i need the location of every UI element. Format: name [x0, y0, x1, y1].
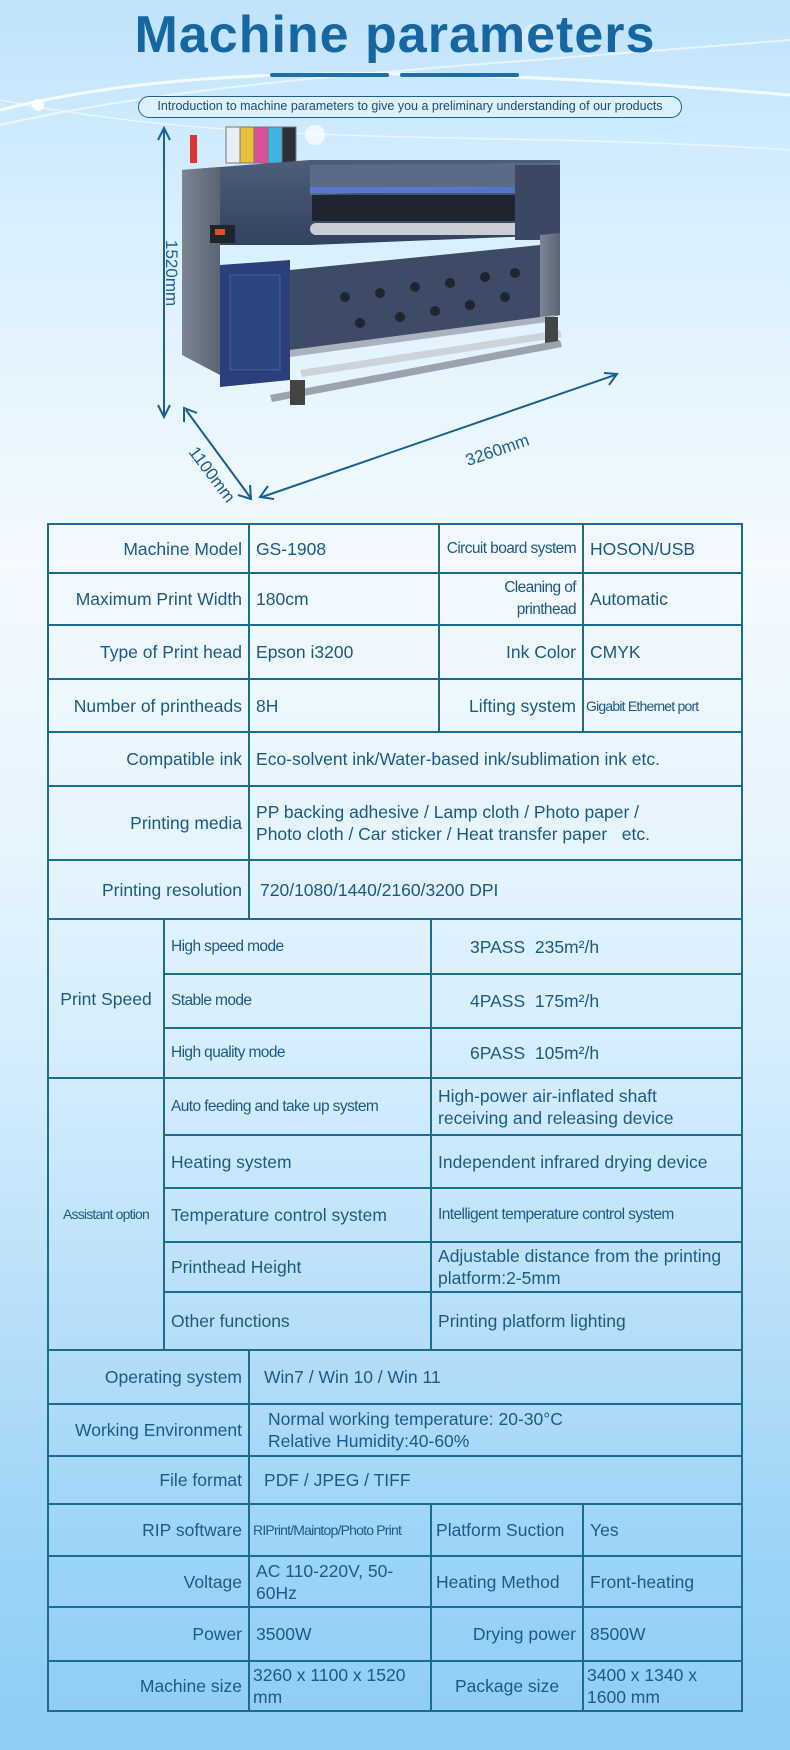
assistant-item-value: Printing platform lighting: [431, 1292, 742, 1350]
value-heating-method: Front-heating: [583, 1556, 742, 1607]
table-row: [48, 1607, 742, 1661]
label-voltage: Voltage: [48, 1556, 249, 1607]
table-row: [48, 1350, 742, 1404]
table-row: [48, 679, 742, 732]
value-print-head-type: Epson i3200: [249, 625, 439, 679]
assistant-item-name: Temperature control system: [164, 1188, 431, 1242]
value-rip-software: RIPrint/Maintop/Photo Print: [249, 1504, 431, 1556]
label-lifting-system: Lifting system: [439, 679, 583, 732]
label-circuit-board: Circuit board system: [439, 524, 583, 573]
printing-media-line2: Photo cloth / Car sticker / Heat transfer paper etc.: [256, 824, 650, 844]
speed-mode: High quality mode: [164, 1028, 431, 1078]
height-dimension: 1520mm: [162, 240, 181, 307]
value-circuit-board: HOSON/USB: [583, 524, 742, 573]
label-cleaning: Cleaning of printhead: [439, 573, 583, 625]
value-drying-power: 8500W: [583, 1607, 742, 1661]
assistant-item-value: [431, 1242, 742, 1292]
value-package-size: 3400 x 1340 x 1600 mm: [583, 1661, 742, 1711]
assistant-item-value-line2: receiving and releasing device: [438, 1107, 674, 1128]
label-package-size: Package size: [431, 1661, 583, 1711]
working-environment-line2: Relative Humidity:40-60%: [268, 1431, 470, 1451]
label-power: Power: [48, 1607, 249, 1661]
label-print-speed: Print Speed: [48, 919, 164, 1078]
table-row: [48, 573, 742, 625]
label-printing-resolution: Printing resolution: [48, 860, 249, 919]
table-row: [48, 1404, 742, 1456]
label-operating-system: Operating system: [48, 1350, 249, 1404]
value-cleaning: Automatic: [583, 573, 742, 625]
table-row: [48, 860, 742, 919]
width-dimension: 3260mm: [463, 430, 532, 470]
table-row: [48, 732, 742, 786]
title-underline-left: [270, 73, 389, 77]
value-file-format: PDF / JPEG / TIFF: [249, 1456, 742, 1504]
assistant-item-value: [431, 1078, 742, 1135]
value-platform-suction: Yes: [583, 1504, 742, 1556]
printing-media-line1: PP backing adhesive / Lamp cloth / Photo paper /: [256, 802, 639, 822]
label-file-format: File format: [48, 1456, 249, 1504]
assistant-item-name: Other functions: [164, 1292, 431, 1350]
value-printing-media: [249, 786, 742, 860]
working-environment-line1: Normal working temperature: 20-30°C: [268, 1409, 563, 1429]
depth-dimension: 1100mm: [184, 443, 240, 507]
label-rip-software: RIP software: [48, 1504, 249, 1556]
value-working-environment: [249, 1404, 742, 1456]
table-row: [48, 524, 742, 573]
table-row: [48, 1504, 742, 1556]
label-print-head-type: Type of Print head: [48, 625, 249, 679]
table-row: [48, 1456, 742, 1504]
value-compatible-ink: Eco-solvent ink/Water-based ink/sublimation ink etc.: [249, 732, 742, 786]
value-printhead-count: 8H: [249, 679, 439, 732]
value-voltage: AC 110-220V, 50-60Hz: [249, 1556, 431, 1607]
subtitle: Introduction to machine parameters to give you a preliminary understanding of our products: [138, 96, 682, 118]
spec-table: [47, 523, 743, 1712]
table-row: [48, 786, 742, 860]
label-printhead-count: Number of printheads: [48, 679, 249, 732]
label-max-print-width: Maximum Print Width: [48, 573, 249, 625]
label-working-environment: Working Environment: [48, 1404, 249, 1456]
label-platform-suction: Platform Suction: [431, 1504, 583, 1556]
speed-value: 4PASS 175m²/h: [431, 974, 742, 1028]
assistant-item-value-line1: High-power air-inflated shaft: [438, 1085, 657, 1106]
value-ink-color: CMYK: [583, 625, 742, 679]
label-ink-color: Ink Color: [439, 625, 583, 679]
speed-value: 6PASS 105m²/h: [431, 1028, 742, 1078]
label-machine-size: Machine size: [48, 1661, 249, 1711]
label-drying-power: Drying power: [431, 1607, 583, 1661]
value-machine-size: 3260 x 1100 x 1520 mm: [249, 1661, 431, 1711]
assistant-item-value: Independent infrared drying device: [431, 1135, 742, 1188]
value-operating-system: Win7 / Win 10 / Win 11: [249, 1350, 742, 1404]
label-assistant-option: Assistant option: [48, 1078, 164, 1350]
dimension-arrows: [150, 125, 630, 505]
table-row: [48, 919, 742, 974]
assistant-item-value: Intelligent temperature control system: [431, 1188, 742, 1242]
value-machine-model: GS-1908: [249, 524, 439, 573]
value-printing-resolution: 720/1080/1440/2160/3200 DPI: [249, 860, 742, 919]
speed-mode: Stable mode: [164, 974, 431, 1028]
label-heating-method: Heating Method: [431, 1556, 583, 1607]
table-row: [48, 625, 742, 679]
table-row: [48, 1661, 742, 1711]
label-compatible-ink: Compatible ink: [48, 732, 249, 786]
assistant-item-value-line1: Adjustable distance from the printing: [438, 1246, 722, 1266]
table-row: [48, 1556, 742, 1607]
assistant-item-name: Printhead Height: [164, 1242, 431, 1292]
assistant-item-value-line2: platform:2-5mm: [438, 1268, 561, 1288]
label-printing-media: Printing media: [48, 786, 249, 860]
label-machine-model: Machine Model: [48, 524, 249, 573]
assistant-item-name: Auto feeding and take up system: [164, 1078, 431, 1135]
page-title: Machine parameters: [134, 6, 656, 64]
table-row: [48, 1078, 742, 1135]
value-max-print-width: 180cm: [249, 573, 439, 625]
title-underline-right: [400, 73, 519, 77]
value-lifting-system: Gigabit Ethernet port: [583, 679, 742, 732]
value-power: 3500W: [249, 1607, 431, 1661]
speed-value: 3PASS 235m²/h: [431, 919, 742, 974]
assistant-item-name: Heating system: [164, 1135, 431, 1188]
speed-mode: High speed mode: [164, 919, 431, 974]
